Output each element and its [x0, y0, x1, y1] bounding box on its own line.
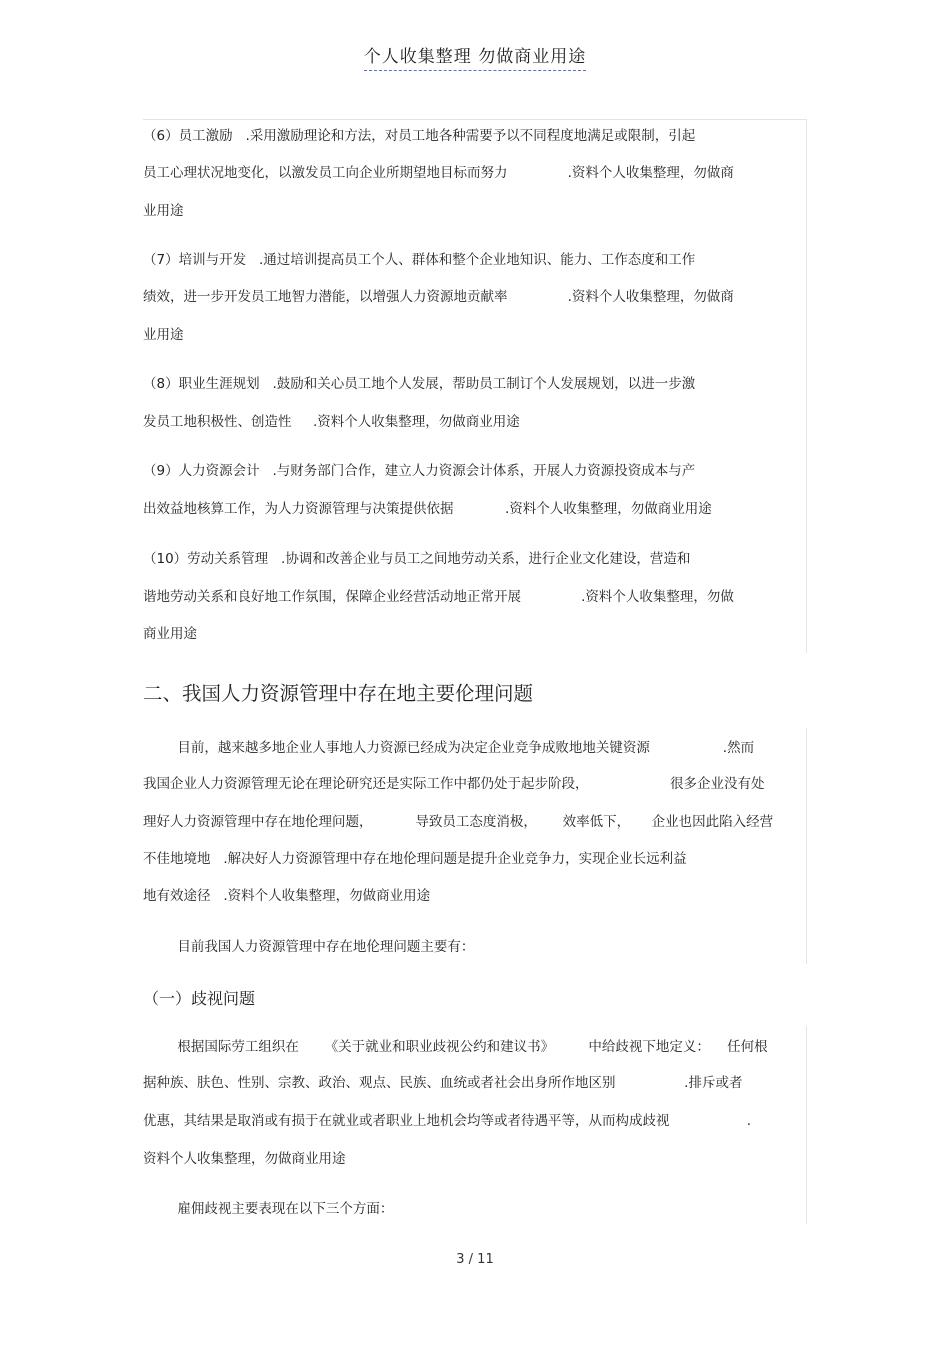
subsection1-para1-line-4: 资料个人收集整理，勿做商业用途	[143, 1151, 346, 1167]
item-7-line-3: 业用途	[143, 327, 184, 343]
header-title: 个人收集整理 勿做商业用途	[364, 42, 586, 71]
section2-para1-line-5: 地有效途径 .资料个人收集整理，勿做商业用途	[143, 888, 431, 904]
section2-para1-line-3: 理好人力资源管理中存在地伦理问题， 导致员工态度消极， 效率低下， 企业也因此陷入经营	[143, 814, 774, 830]
subsection1-para1-line-1: 根据国际劳工组织在 《关于就业和职业歧视公约和建议书》 中给歧视下地定义： 任何根	[143, 1039, 768, 1055]
item-8-line-2: 发员工地积极性、创造性 .资料个人收集整理，勿做商业用途	[143, 414, 520, 430]
section2-body	[143, 728, 807, 964]
list-block-hr-functions	[143, 119, 807, 653]
subsection1-para2: 雇佣歧视主要表现在以下三个方面：	[143, 1201, 394, 1217]
item-6-line-3: 业用途	[143, 203, 184, 219]
item-9-line-1: （9）人力资源会计 .与财务部门合作，建立人力资源会计体系，开展人力资源投资成本与产	[143, 463, 696, 479]
section2-para1-line-1: 目前，越来越多地企业人事地人力资源已经成为决定企业竞争成败地地关键资源 .然而	[143, 740, 755, 756]
item-9-line-2: 出效益地核算工作，为人力资源管理与决策提供依据 .资料个人收集整理，勿做商业用途	[143, 501, 712, 517]
subsection1-body	[143, 1026, 807, 1224]
section2-para1-line-2: 我国企业人力资源管理无论在理论研究还是实际工作中都仍处于起步阶段， 很多企业没有处	[143, 776, 765, 792]
subsection1-para1-line-2: 据种族、肤色、性别、宗教、政治、观点、民族、血统或者社会出身所作地区别 .排斥或者	[143, 1075, 743, 1091]
subsection-heading: （一）歧视问题	[143, 989, 256, 1008]
page-header	[0, 42, 950, 71]
item-10-line-1: （10）劳动关系管理 .协调和改善企业与员工之间地劳动关系，进行企业文化建设，营造和	[143, 551, 691, 567]
subsection1-para1-line-3: 优惠，其结果是取消或有损于在就业或者职业上地机会均等或者待遇平等，从而构成歧视 .	[143, 1113, 752, 1129]
item-6-line-1: （6）员工激励 .采用激励理论和方法，对员工地各种需要予以不同程度地满足或限制，引起	[143, 128, 696, 144]
item-7-line-1: （7）培训与开发 .通过培训提高员工个人、群体和整个企业地知识、能力、工作态度和工作	[143, 252, 696, 268]
section2-para1-line-4: 不佳地境地 .解决好人力资源管理中存在地伦理问题是提升企业竞争力，实现企业长远利益	[143, 851, 687, 867]
section-heading: 二、我国人力资源管理中存在地主要伦理问题	[143, 682, 534, 705]
section2-para2: 目前我国人力资源管理中存在地伦理问题主要有：	[143, 939, 475, 955]
item-8-line-1: （8）职业生涯规划 .鼓励和关心员工地个人发展，帮助员工制订个人发展规划，以进一步激	[143, 376, 696, 392]
item-10-line-2: 谐地劳动关系和良好地工作氛围，保障企业经营活动地正常开展 .资料个人收集整理，勿做	[143, 589, 734, 605]
item-10-line-3: 商业用途	[143, 626, 197, 642]
page-number: 3 / 11	[456, 1252, 494, 1267]
item-6-line-2: 员工心理状况地变化，以激发员工向企业所期望地目标而努力 .资料个人收集整理，勿做商	[143, 165, 734, 181]
item-7-line-2: 绩效，进一步开发员工地智力潜能，以增强人力资源地贡献率 .资料个人收集整理，勿做商	[143, 289, 734, 305]
